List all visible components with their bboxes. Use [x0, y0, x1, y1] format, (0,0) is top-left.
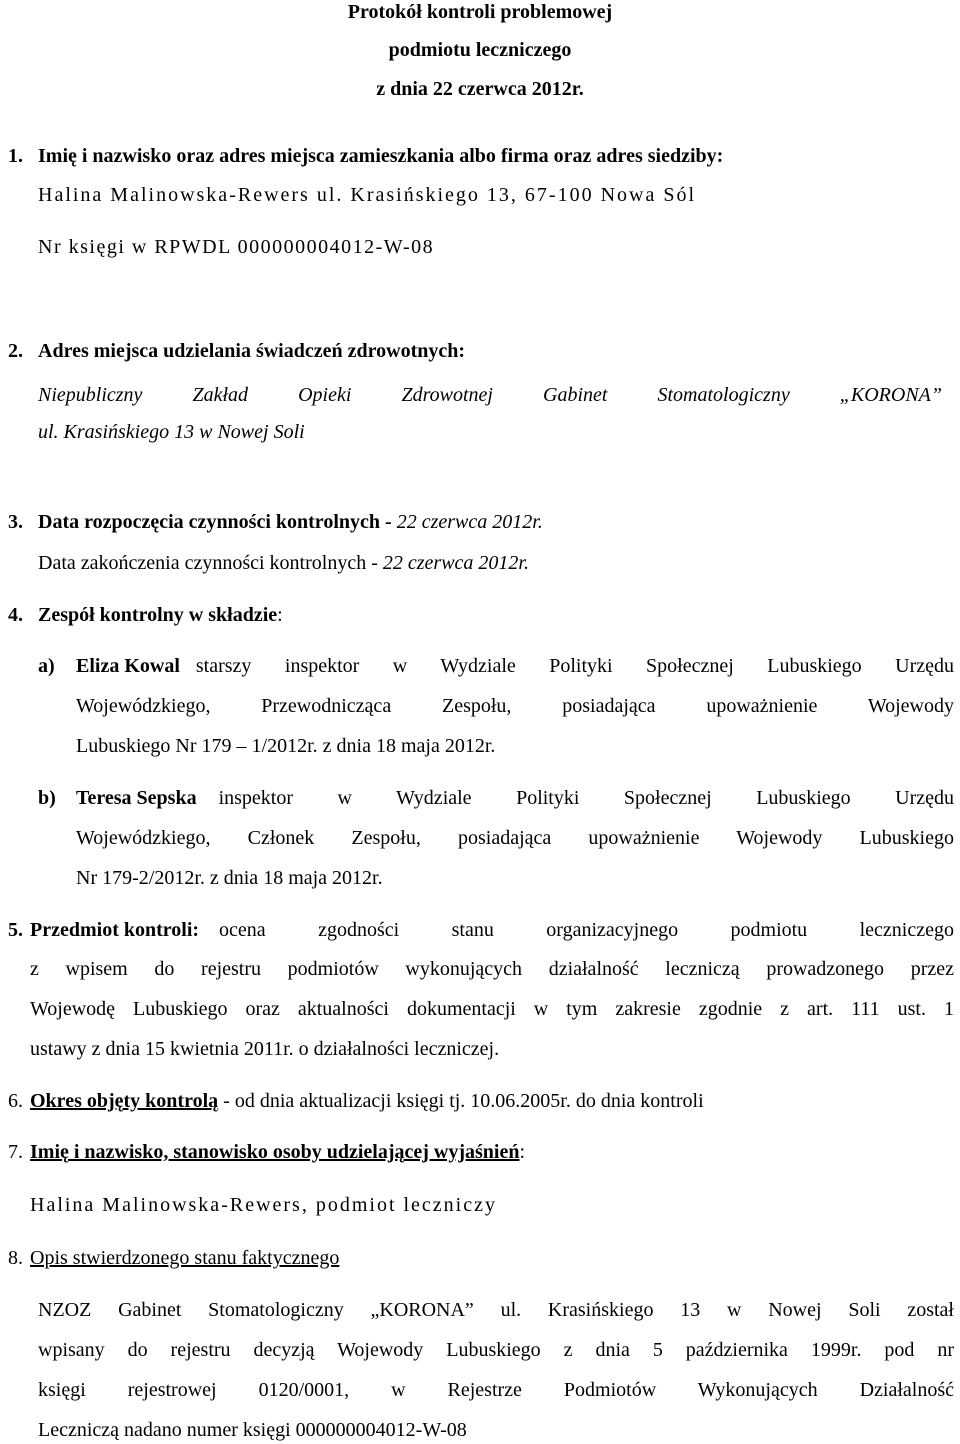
section-2-facility-name: Niepubliczny Zakład Opieki Zdrowotnej Gabinet Stomatologiczny „KORONA” — [38, 384, 942, 406]
document-date: z dnia 22 czerwca 2012r. — [376, 78, 584, 100]
section-3-end-date — [38, 551, 529, 575]
section-number: 7. — [8, 1141, 23, 1163]
team-member-role: starszy inspektor w Wydziale Polityki Społecznej Lubuskiego Urzędu — [195, 655, 954, 677]
section-8-line2: wpisany do rejestru decyzją Wojewody Lubuskiego z dnia 5 października 1999r. pod nr — [38, 1339, 954, 1361]
start-date-value: 22 czerwca 2012r. — [396, 511, 543, 533]
section-number: 5. — [8, 919, 23, 941]
section-5-line1 — [8, 918, 954, 942]
section-5-line4: ustawy z dnia 15 kwietnia 2011r. o działalności leczniczej. — [30, 1038, 500, 1060]
section-colon: : — [277, 604, 283, 626]
section-4-heading — [8, 603, 283, 627]
team-member-b-line3: Nr 179-2/2012r. z dnia 18 maja 2012r. — [76, 867, 383, 889]
section-number: 2. — [8, 340, 23, 362]
section-1-address: Halina Malinowska-Rewers ul. Krasińskiego 13, 67-100 Nowa Sól — [38, 184, 697, 206]
section-title: Adres miejsca udzielania świadczeń zdrowotnych: — [38, 340, 466, 362]
section-5-line3: Wojewodę Lubuskiego oraz aktualności dokumentacji w tym zakresie zgodnie z art. 111 ust. 1 — [30, 998, 954, 1020]
section-title: Opis stwierdzonego stanu faktycznego — [30, 1247, 340, 1269]
item-label: b) — [38, 787, 56, 809]
end-date-label: Data zakończenia czynności kontrolnych — [38, 552, 367, 574]
start-date-label: Data rozpoczęcia czynności kontrolnych — [38, 511, 381, 533]
section-title: Okres objęty kontrolą — [30, 1090, 219, 1112]
team-member-name: Teresa Sepska — [76, 787, 197, 809]
item-label: a) — [38, 655, 55, 677]
section-title: Imię i nazwisko, stanowisko osoby udzielającej wyjaśnień — [30, 1141, 520, 1163]
section-8-line1: NZOZ Gabinet Stomatologiczny „KORONA” ul. Krasińskiego 13 w Nowej Soli został — [38, 1299, 954, 1321]
team-member-role: inspektor w Wydziale Polityki Społecznej Lubuskiego Urzędu — [218, 787, 954, 809]
section-1-book-number: Nr księgi w RPWDL 000000004012-W-08 — [38, 236, 435, 258]
section-colon: : — [519, 1141, 526, 1163]
section-7-heading — [8, 1140, 525, 1164]
section-title: Przedmiot kontroli: — [30, 919, 200, 941]
section-3-start-date — [8, 510, 543, 534]
section-1-heading — [8, 144, 723, 168]
document-title: Protokół kontroli problemowej — [347, 1, 613, 23]
section-2-heading — [8, 339, 465, 363]
section-number: 6. — [8, 1090, 23, 1112]
team-member-a-line2: Wojewódzkiego, Przewodnicząca Zespołu, posiadająca upoważnienie Wojewody — [76, 695, 954, 717]
team-member-name: Eliza Kowal — [76, 655, 180, 677]
section-8-heading — [8, 1246, 339, 1270]
team-member-a-line1 — [38, 654, 954, 678]
section-7-person: Halina Malinowska-Rewers, podmiot leczniczy — [30, 1194, 497, 1216]
team-member-a-line3: Lubuskiego Nr 179 – 1/2012r. z dnia 18 maja 2012r. — [76, 735, 496, 757]
section-6-heading — [8, 1089, 704, 1113]
section-8-line4: Leczniczą nadano numer księgi 000000004012-W-08 — [38, 1419, 467, 1441]
section-title: Imię i nazwisko oraz adres miejsca zamieszkania albo firma oraz adres siedziby: — [38, 145, 724, 167]
start-date-separator: - — [380, 511, 397, 533]
section-8-line3: księgi rejestrowej 0120/0001, w Rejestrze Podmiotów Wykonujących Działalność — [38, 1379, 954, 1401]
end-date-value: 22 czerwca 2012r. — [382, 552, 529, 574]
team-member-b-line1 — [38, 786, 954, 810]
section-number: 8. — [8, 1247, 23, 1269]
section-6-text: - od dnia aktualizacji księgi tj. 10.06.2005r. do dnia kontroli — [218, 1090, 704, 1112]
section-2-facility-address: ul. Krasińskiego 13 w Nowej Soli — [38, 421, 305, 443]
team-member-b-line2: Wojewódzkiego, Członek Zespołu, posiadająca upoważnienie Wojewody Lubuskiego — [76, 827, 954, 849]
section-number: 3. — [8, 511, 23, 533]
section-number: 4. — [8, 604, 23, 626]
section-number: 1. — [8, 145, 23, 167]
document-subtitle: podmiotu leczniczego — [388, 39, 572, 61]
section-5-line2: z wpisem do rejestru podmiotów wykonujących działalność leczniczą prowadzonego przez — [30, 958, 954, 980]
end-date-separator: - — [366, 552, 383, 574]
section-title: Zespół kontrolny w składzie — [38, 604, 278, 626]
section-5-text: ocena zgodności stanu organizacyjnego podmiotu leczniczego — [219, 919, 954, 941]
